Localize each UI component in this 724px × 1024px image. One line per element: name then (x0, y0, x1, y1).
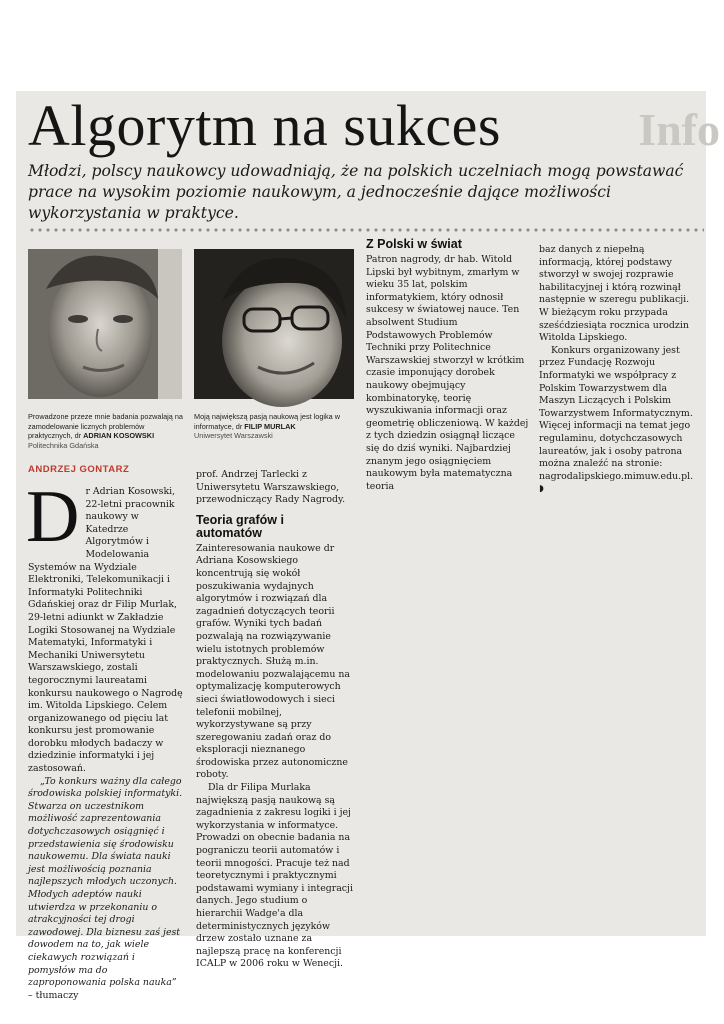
dropcap: D (26, 476, 80, 558)
quote-paragraph: „To konkurs ważny dla całego środowiska polskiej informatyki. Stwarza on uczestnikom możliwość zaprezentowania dotychczasowych osiągnięć i przedstawienia się środowisku naukowemu. Dla świata nauki jest możliwością poznania najlepszych młodych uczonych. Młodych adeptów nauki utwierdza w przekonaniu o atrakcyjności tej drogi zawodowej. Dla biznesu zaś jest dowodem na to, jak wiele ciekawych rozwiązań i pomysłów ma do zaproponowania polska nauka” – tłumaczy (28, 775, 183, 1001)
author-byline: ANDRZEJ GONTARZ (28, 464, 130, 475)
section-heading: Z Polski w świat (366, 237, 462, 251)
body-column-2 (196, 469, 356, 971)
photo-adrian-kosowski (28, 249, 182, 399)
paragraph: Patron nagrody, dr hab. Witold Lipski był wybitnym, zmarłym w wieku 35 lat, polskim informatykiem, który odnosił sukcesy w światowej nauce. Ten absolwent Studium Podstawowych Problemów Techniki przy Politechnice Warszawskiej stworzył w krótkim czasie imponujący dorobek naukowy obejmujący kombinatorykę, teorię wyszukiwania informacji oraz geometrię obliczeniową. W każdej z tych dziedzin osiągnął liczące się do dziś wyniki. Najbardziej znanym jego osiągnięciem naukowym była matematyczna teoria (366, 254, 529, 492)
body-column-3 (366, 238, 530, 493)
caption-affiliation: Uniwersytet Warszawski (194, 431, 273, 441)
paragraph: baz danych z niepełną informacją, której podstawy stworzył w swojej rozprawie habilitacyjnej i którą rozwinął następnie w szeregu publikacji. W bieżącym roku przypada sześćdziesiąta rocznica urodzin Witolda Lipskiego. (539, 244, 690, 344)
intro-paragraph: Dr Adrian Kosowski, 22-letni pracownik naukowy w Katedrze Algorytmów i Modelowania Systemów na Wydziale Elektroniki, Telekomunikacji i Informatyki Politechniki Gdańskiej oraz dr Filip Murlak, 29-letni adiunkt w Zakładzie Logiki Stosowanej na Wydziale Matematyki, Informatyki i Mechaniki Uniwersytetu Warszawskiego, zostali tegorocznymi laureatami konkursu naukowego o Nagrodę im. Witolda Lipskiego. Celem organizowanego od pięciu lat konkursu jest promowanie dorobku młodych badaczy w dziedzinie informatyki i jej zastosowań. (26, 476, 183, 775)
photo-filip-murlak (194, 249, 354, 399)
paragraph: prof. Andrzej Tarlecki z Uniwersytetu Warszawskiego, przewodniczący Rady Nagrody. (196, 469, 346, 506)
paragraph: Zainteresowania naukowe dr Adriana Kosowskiego koncentrują się wokół poszukiwania wydajnych algorytmów i rozwiązań dla zagadnień dotyczących teorii grafów. Wyniki tych badań pozwalają na rozwiązywanie wielu istotnych problemów praktycznych. Służą m.in. modelowaniu pozwalającemu na optymalizację komputerowych sieci światłowodowych i sieci telefonii mobilnej, wykorzystywane są przy szeregowaniu zadań oraz do eksploracji nieznanego środowiska przez autonomiczne roboty. (196, 542, 351, 781)
article-title: Algorytm na sukces (28, 93, 501, 158)
photo-caption-murlak: Moją największą pasją naukową jest logika w informatyce, dr FILIP MURLAK Uniwersytet Warszawski (194, 412, 354, 441)
paragraph: Konkurs organizowany jest przez Fundację Rozwoju Informatyki we współpracy z Polskim Towarzystwem dla Maszyn Liczących i Polskim Towarzystwem Informatycznym. Więcej informacji na temat jego regulaminu, dotychczasowych laureatów, jak i osoby patrona można znaleźć na stronie: nagrodalipskiego.mimuw.edu.pl. ◗ (539, 344, 694, 495)
caption-name: ADRIAN KOSOWSKI (83, 431, 155, 441)
paragraph: Dla dr Filipa Murlaka największą pasją naukową są zagadnienia z zakresu logiki i jej wykorzystania w informatyce. Prowadzi on obecnie badania na pograniczu teorii automatów i teorii mnogości. Pracuje też nad teoretycznymi i praktycznymi podstawami wymiany i integracji danych. Jego studium o hierarchii Wadge'a dla deterministycznych języków drzew zostało uznane za najlepszą pracę na konferencji ICALP w 2006 roku w Wenecji. (196, 782, 353, 970)
dotted-divider (28, 228, 704, 232)
section-heading: Teoria grafów i automatów (196, 512, 284, 540)
photo-caption-kosowski: Prowadzone przeze mnie badania pozwalają na zamodelowanie licznych problemów praktycznych, dr ADRIAN KOSOWSKI Politechnika Gdańska (28, 412, 186, 450)
body-column-4 (539, 244, 699, 496)
article-lead: Młodzi, polscy naukowcy udowadniają, że na polskich uczelniach mogą powstawać prace na wysokim poziomie naukowym, a jednocześnie dające możliwości wykorzystania w praktyce. (28, 162, 684, 222)
portrait-image (194, 249, 354, 399)
body-column-1 (26, 476, 183, 1002)
caption-affiliation: Politechnika Gdańska (28, 440, 99, 450)
portrait-image (28, 249, 182, 399)
end-of-article-mark: ◗ (539, 484, 544, 495)
article-clipping (16, 91, 720, 1001)
adjacent-page-heading: Info (638, 104, 720, 155)
caption-name: FILIP MURLAK (244, 421, 296, 431)
